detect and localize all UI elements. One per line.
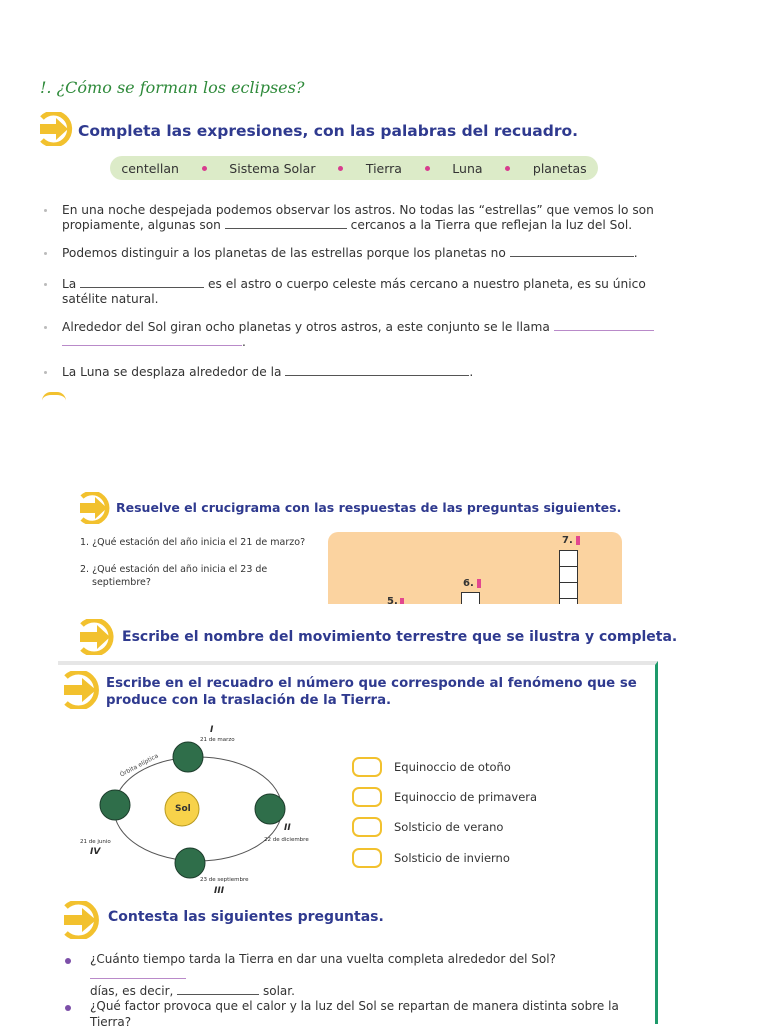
crossword-number: 6. [463,578,474,589]
answer-box[interactable] [352,848,382,868]
earth-icon [255,794,285,824]
question-number: 1. [80,537,90,548]
section-title: !. ¿Cómo se forman los eclipses? [40,78,305,97]
item-text: satélite natural. [62,292,159,306]
position-roman: II [284,823,291,833]
position-date: 21 de marzo [200,737,235,743]
item-text: . [633,246,638,260]
position-date: 21 de junio [80,839,111,845]
translation-panel [58,661,658,1029]
answer-blank[interactable] [177,994,259,995]
crossword-question-1 [80,536,305,549]
fill-item-2 [62,246,662,261]
down-arrow-icon [400,598,404,604]
arrow-right-icon [80,492,112,524]
word: Luna [452,160,483,176]
item-text: . [242,335,246,349]
position-roman: III [214,886,225,896]
crossword-cell[interactable] [461,592,480,604]
option-label: Equinoccio de primavera [394,790,538,804]
fill-item-5 [62,365,662,380]
item-text: cercanos a la Tierra que reflejan la luz del Sol. [350,218,633,232]
arrow-right-icon [64,901,102,939]
answer-blank[interactable] [285,375,469,376]
fill-item-4 [62,320,662,350]
heading-translation [106,675,637,709]
position-roman: IV [90,847,101,857]
bullet-dot [44,209,47,212]
arrow-right-icon [64,671,102,709]
bullet-dot [44,371,47,374]
bullet-dot [202,166,207,171]
word-box [110,156,598,180]
fill-item-3 [62,277,662,307]
bullet-dot [65,958,71,964]
position-date: 22 de diciembre [264,837,309,843]
crossword-number: 5. [387,596,398,604]
fill-item-1 [62,203,662,233]
down-arrow-icon [576,536,580,545]
bullet-dot [338,166,343,171]
item-text: . [469,365,474,379]
heading-crossword: Resuelve el crucigrama con las respuestas de las preguntas siguientes. [116,500,622,515]
crossword-number: 7. [562,535,573,546]
question-text: ¿Qué estación del año inicia el 21 de marzo? [92,537,306,548]
item-text: Alrededor del Sol giran ocho planetas y otros astros, a este conjunto se le llama [62,320,550,334]
option-label: Equinoccio de otoño [394,760,511,774]
crossword-panel [328,532,622,604]
question-text: ¿Cuánto tiempo tarda la Tierra en dar una vuelta completa alrededor del Sol? [90,952,556,966]
answer-box[interactable] [352,817,382,837]
sun-label: Sol [175,804,191,814]
item-text: es el astro o cuerpo celeste más cercano a nuestro planeta, es su único [208,277,646,291]
answer-blank[interactable] [62,345,242,346]
item-text: En una noche despejada podemos observar los astros. No todas las “estrellas” que vemos lo son [62,203,654,217]
item-text: La Luna se desplaza alrededor de la [62,365,282,379]
answer-blank[interactable] [225,228,347,229]
word: Sistema Solar [229,160,316,176]
question-text: ¿Qué estación del año inicia el 23 de [92,564,268,575]
answer-blank[interactable] [554,330,654,331]
answer-blank[interactable] [510,256,634,257]
bullet-dot [425,166,430,171]
bullet-dot [505,166,510,171]
earth-icon [100,790,130,820]
crossword-cell[interactable] [559,566,578,583]
word: centellan [121,160,179,176]
answer-box[interactable] [352,787,382,807]
word: Tierra [365,160,402,176]
option-label: Solsticio de verano [394,820,504,834]
item-text: Podemos distinguir a los planetas de las estrellas porque los planetas no [62,246,506,260]
option-label: Solsticio de invierno [394,851,510,865]
orbit-label: Órbita elíptica [118,752,160,779]
heading-movement: Escribe el nombre del movimiento terrestre que se ilustra y completa. [122,629,678,645]
heading-line: Escribe en el recuadro el número que corresponde al fenómeno que se [106,676,637,691]
earth-icon [175,848,205,878]
crossword-cell[interactable] [559,598,578,604]
answer-blank[interactable] [80,287,204,288]
down-arrow-icon [477,579,481,588]
question-text: septiembre? [92,577,151,588]
orbit-diagram [78,723,318,893]
question-text: solar. [262,984,295,998]
item-text: La [62,277,77,291]
question-2: ¿Qué factor provoca que el calor y la luz del Sol se repartan de manera distinta sobre la Tierra? [90,999,619,1029]
position-date: 23 de septiembre [200,877,249,883]
arrow-fragment-icon [42,392,66,401]
position-roman: I [210,725,214,735]
earth-icon [173,742,203,772]
crossword-cell[interactable] [559,582,578,599]
item-text: propiamente, algunas son [62,218,221,232]
heading-questions: Contesta las siguientes preguntas. [108,909,384,925]
question-number: 2. [80,564,90,575]
arrow-right-icon [80,619,116,655]
heading-line: produce con la traslación de la Tierra. [106,693,392,708]
word: planetas [532,160,587,176]
bullet-dot [65,1005,71,1011]
answer-blank[interactable] [90,978,186,979]
bullet-dot [44,283,47,286]
bullet-dot [44,252,47,255]
crossword-cell[interactable] [559,550,578,567]
question-text: días, es decir, [90,984,174,998]
heading-complete: Completa las expresiones, con las palabras del recuadro. [78,122,579,140]
answer-box[interactable] [352,757,382,777]
arrow-right-icon [40,112,74,146]
crossword-question-2 [80,563,310,589]
bullet-dot [44,326,47,329]
question-1 [90,951,650,999]
